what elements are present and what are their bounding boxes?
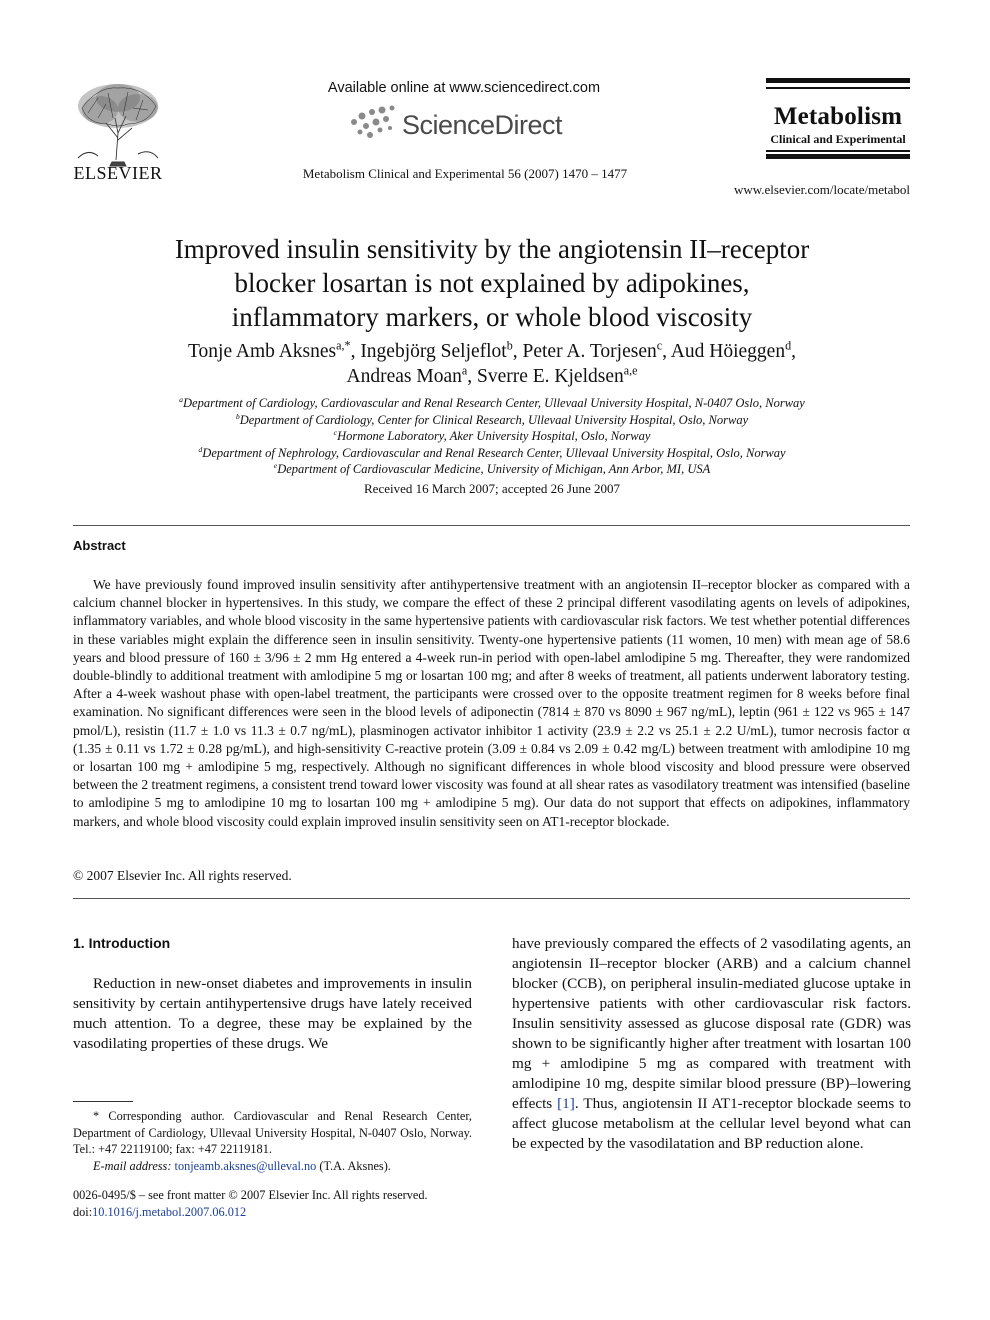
author-name[interactable]: Tonje Amb Aksnes	[188, 341, 337, 362]
available-online-text: Available online at www.sciencedirect.com	[327, 80, 601, 96]
affiliation-text: Department of Nephrology, Cardiovascular and Renal Research Center, Ullevaal University Hospital, Oslo, Norway	[202, 445, 786, 460]
journal-name: Metabolism	[773, 103, 903, 130]
affiliation-text: Hormone Laboratory, Aker University Hospital, Oslo, Norway	[337, 429, 651, 443]
title-line: inflammatory markers, or whole blood viscosity	[231, 302, 753, 332]
intro-text: . Thus, angiotensin II AT1-receptor blockade seems to affect glucose metabolism at the cellular level beyond what can be expected by the vasodilatation and BP reduction alone.	[512, 1095, 911, 1152]
abstract-heading: Abstract	[73, 538, 126, 553]
author-name[interactable]: Aud Höieggen	[670, 341, 786, 362]
author-affil-mark: a,e	[623, 363, 638, 378]
author-name[interactable]: Andreas Moan	[346, 366, 462, 387]
email-link[interactable]: tonjeamb.aksnes@ulleval.no	[174, 1158, 317, 1173]
issn-doi-block	[73, 1187, 493, 1220]
affiliation-mark: a	[179, 394, 184, 404]
abstract-body: We have previously found improved insulin sensitivity after antihypertensive treatment with an angiotensin II–receptor blocker as compared with a calcium channel blocker in hypertensives. In this study, we compare the effect of these 2 principal different vasodilating agents on levels of adipokines, inflammatory variables, and whole blood viscosity in the same hypertensive patients with cardiovascular risk factors. We test whether potential differences in these variables might explain the difference seen in insulin sensitivity. Twenty-one hypertensive patients (11 women, 10 men) with mean age of 58.6 years and blood pressure of 160 ± 3/96 ± 2 mm Hg entered a 4-week run-in period with open-label amlodipine 5 mg. Thereafter, they were randomized double-blindly to additional treatment with amlodipine 5 mg or losartan 100 mg; and after 8 weeks of treatment, all patients underwent laboratory testing. After a 4-week washout phase with open-label treatment, the participants were crossed over to the opposite treatment regimen for 8 weeks before final examination. No significant differences were seen in the blood levels of adiponectin (7814 ± 870 vs 8090 ± 967 ng/mL), leptin (961 ± 122 vs 965 ± 147 pmol/L), resistin (11.7 ± 1.0 vs 11.3 ± 0.7 ng/mL), plasminogen activator inhibitor 1 activity (23.9 ± 2.2 vs 25.1 ± 2.2 U/mL), tumor necrosis factor α (1.35 ± 0.11 vs 1.72 ± 0.28 pg/mL), and high-sensitivity C-reactive protein (3.09 ± 0.84 vs 2.09 ± 0.42 mg/L) between treatment with amlodipine 10 mg or losartan 100 mg + amlodipine 5 mg, respectively. Although no significant differences in whole blood viscosity and blood pressure were observed between the 2 treatment regimens, a consistent trend toward lower viscosity was found at all shear rates as vasodilatory treatment was intensified (baseline to amlodipine 5 mg to amlodipine 10 mg to losartan 100 mg + amlodipine 5 mg). Our data do not support that effects on adipokines, inflammatory markers, and whole blood viscosity could explain improved insulin sensitivity seen on AT1-receptor blockade.	[73, 577, 910, 829]
title-line: Improved insulin sensitivity by the angiotensin II–receptor	[174, 234, 810, 264]
intro-paragraph-col1: Reduction in new-onset diabetes and improvements in insulin sensitivity by certain antihypertensive drugs have lately received much attention. To a degree, these may be explained by the vasodilating properties of these drugs. We	[73, 975, 472, 1052]
intro-text: have previously compared the effects of 2 vasodilating agents, an angiotensin II–receptor blocker (ARB) and a calcium channel blocker (CCB), on peripheral insulin-mediated glucose uptake in hypertensive patients with other cardiovascular risk factors. Insulin sensitivity assessed as glucose disposal rate (GDR) was shown to be significantly higher after treatment with losartan 100 mg + amlodipine 5 mg as compared with treatment with amlodipine 10 mg, despite similar blood pressure (BP)–lowering effects	[512, 935, 911, 1112]
affiliation-list	[100, 395, 884, 478]
article-title	[100, 232, 884, 334]
author-list: Tonje Amb Aksnes$^{a,*}$, Ingebjörg Seljeflot$^b$, Peter A. Torjesen$^c$, Aud Höieggen$^d$, Andreas Moan$^a$, Sverre E. Kjeldsen$^{a,e}$	[188, 338, 796, 387]
affiliation-mark: b	[235, 411, 240, 421]
author-affil-mark: b	[506, 338, 513, 353]
intro-paragraph-col2	[512, 934, 911, 1154]
affiliation	[100, 445, 884, 462]
email-label: E-mail address:	[93, 1158, 172, 1173]
title-line: blocker losartan is not explained by adipokines,	[234, 268, 750, 298]
journal-rule-bottom-thick	[766, 154, 910, 159]
affiliation	[100, 395, 884, 412]
affiliation	[100, 461, 884, 478]
abstract-bottom-divider	[73, 898, 910, 899]
author-affil-mark: a,*	[336, 338, 351, 353]
affiliation	[100, 412, 884, 429]
journal-rule-top-thick	[766, 78, 910, 83]
corresponding-text: * Corresponding author. Cardiovascular and Renal Research Center, Department of Cardiology, Ullevaal University Hospital, N-0407 Oslo, Norway. Tel.: +47 22119100; fax: +47 22119181.	[73, 1109, 472, 1156]
sciencedirect-logo-text: ScienceDirect	[402, 110, 563, 140]
affiliation-text: Department of Cardiology, Center for Clinical Research, Ullevaal University Hospital, Oslo, Norway	[239, 412, 749, 427]
reference-link[interactable]: [1]	[557, 1095, 575, 1112]
received-dates: Received 16 March 2007; accepted 26 June 2007	[364, 481, 620, 496]
affiliation-mark: c	[333, 427, 338, 437]
doi-link[interactable]: 10.1016/j.metabol.2007.06.012	[92, 1204, 247, 1219]
abstract-top-divider	[73, 525, 910, 526]
corresponding-author-footnote	[73, 1108, 472, 1174]
journal-subtitle: Clinical and Experimental	[770, 132, 906, 146]
affiliation-mark: d	[198, 444, 203, 454]
doi-label: doi:	[73, 1204, 93, 1219]
affiliation-text: Department of Cardiology, Cardiovascular and Renal Research Center, Ullevaal University Hospital, N-0407 Oslo, Norway	[183, 396, 805, 410]
journal-citation: Metabolism Clinical and Experimental 56 (2007) 1470 – 1477	[302, 166, 628, 181]
author-affil-mark: a	[461, 363, 468, 378]
author-name[interactable]: Sverre E. Kjeldsen	[476, 366, 624, 387]
author-name[interactable]: Peter A. Torjesen	[522, 341, 657, 362]
journal-rule-bottom-thin	[766, 150, 910, 152]
publisher-name: ELSEVIER	[73, 163, 163, 183]
author-affil-mark: d	[785, 338, 792, 353]
affiliation-text: Department of Cardiovascular Medicine, University of Michigan, Ann Arbor, MI, USA	[277, 462, 711, 476]
affiliation-mark: e	[273, 460, 278, 470]
journal-url-link[interactable]: www.elsevier.com/locate/metabol	[733, 182, 910, 197]
issn-text: 0026-0495/$ – see front matter © 2007 Elsevier Inc. All rights reserved.	[73, 1188, 428, 1202]
footnote-divider	[73, 1101, 133, 1102]
email-suffix: (T.A. Aksnes).	[316, 1158, 391, 1173]
journal-rule-top-thin	[766, 87, 910, 89]
section-heading-introduction: 1. Introduction	[73, 935, 171, 951]
author-affil-mark: c	[656, 338, 663, 353]
author-name[interactable]: Ingebjörg Seljeflot	[360, 341, 507, 362]
abstract-copyright: © 2007 Elsevier Inc. All rights reserved.	[73, 868, 292, 883]
affiliation	[100, 428, 884, 445]
